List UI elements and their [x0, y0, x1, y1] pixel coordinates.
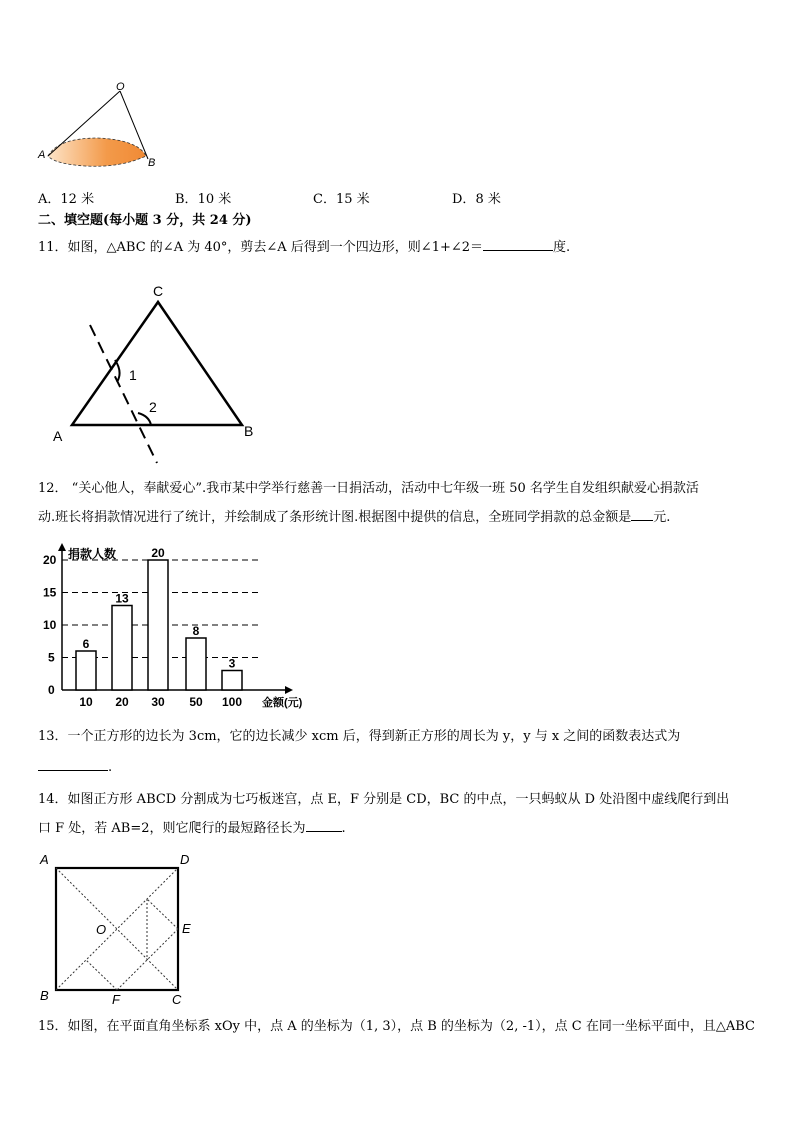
chart-bar-20: [112, 606, 132, 691]
q11-label-b: B: [244, 423, 254, 439]
q14-label-a: A: [40, 852, 49, 867]
q10-label-b: B: [148, 157, 156, 169]
q12-line2: 动.班长将捐款情况进行了统计，并绘制成了条形统计图.根据图中提供的信息，全班同学捐款的总金额是 元.: [38, 510, 671, 525]
chart-ytick-20: 20: [43, 553, 57, 567]
chart-data-label-20: 13: [115, 591, 129, 606]
chart-xtick-50: 50: [189, 695, 203, 709]
q14-label-o: O: [96, 922, 107, 937]
q11-label-a: A: [53, 428, 63, 444]
chart-xtick-30: 30: [151, 695, 165, 709]
q10-label-a: A: [38, 149, 46, 161]
option-d: D．8 米: [452, 192, 501, 207]
q15-line1: 15．如图，在平面直角坐标系 xOy 中，点 A 的坐标为（1, 3），点 B 的坐标为（2, -1），点 C 在同一坐标平面中，且△ABC: [38, 1019, 755, 1034]
q11-label-1: 1: [129, 367, 137, 383]
q14-label-b: B: [40, 988, 49, 1003]
q10-figure: [30, 76, 170, 176]
chart-xtick-10: 10: [79, 695, 93, 709]
chart-xtick-20: 20: [115, 695, 129, 709]
chart-data-label-10: 6: [82, 637, 90, 651]
chart-ytick-5: 5: [48, 650, 55, 665]
q14-label-e: E: [182, 921, 191, 936]
q14-line2: 口 F 处，若 AB=2，则它爬行的最短路径长为 .: [38, 821, 346, 836]
q11-cut-line: [90, 325, 157, 463]
chart-ytick-0: 0: [48, 683, 55, 697]
q11-figure: [45, 280, 275, 470]
chart-bar-30: [148, 560, 168, 690]
q12-line1: 12． “关心他人，奉献爱心”.我市某中学举行慈善一日捐活动，活动中七年级一班 50 名学生自发组织献爱心捐款活: [38, 481, 699, 496]
q11-label-2: 2: [149, 399, 157, 415]
q14-label-c: C: [172, 992, 182, 1007]
q14-line-f-up: [86, 960, 117, 990]
chart-data-label-100: 3: [228, 656, 236, 671]
chart-x-axis-arrow: [285, 686, 293, 694]
q11-text: 11．如图，△ABC 的∠A 为 40°，剪去∠A 后得到一个四边形，则∠1+∠2＝ 度.: [38, 240, 571, 255]
q13-line2: .: [38, 758, 112, 777]
chart-data-label-30: 20: [151, 546, 165, 560]
option-a: A．12 米: [38, 192, 95, 207]
chart-bar-10: [76, 651, 96, 690]
q14-line-e-mid: [147, 899, 178, 929]
chart-bar-100: [222, 671, 242, 691]
q14-label-f: F: [112, 992, 120, 1007]
chart-ytick-10: 10: [43, 618, 57, 632]
chart-y-axis-arrow: [58, 543, 66, 551]
q13-line1: 13．一个正方形的边长为 3cm，它的边长减少 xcm 后，得到新正方形的周长为 y，y 与 x 之间的函数表达式为: [38, 729, 681, 744]
q14-label-d: D: [180, 852, 190, 867]
q11-label-c: C: [153, 283, 164, 299]
section-title: 二、填空题(每小题 3 分，共 24 分): [38, 213, 252, 228]
chart-xlabel: 金额(元): [262, 697, 303, 709]
chart-ytick-15: 15: [43, 585, 57, 600]
q14-figure: [34, 848, 204, 1010]
chart-ylabel: 捐款人数: [68, 547, 117, 561]
q12-bar-chart: [30, 540, 330, 715]
q11-triangle: [72, 302, 242, 425]
chart-data-label-50: 8: [192, 624, 200, 638]
q10-label-o: O: [116, 81, 125, 93]
option-c: C．15 米: [313, 192, 370, 207]
q14-line1: 14．如图正方形 ABCD 分割成为七巧板迷宫，点 E，F 分别是 CD，BC 的中点，一只蚂蚁从 D 处沿图中虚线爬行到出: [38, 792, 730, 807]
chart-bar-50: [186, 638, 206, 690]
option-b: B．10 米: [175, 192, 232, 207]
chart-xtick-100: 100: [221, 695, 243, 709]
